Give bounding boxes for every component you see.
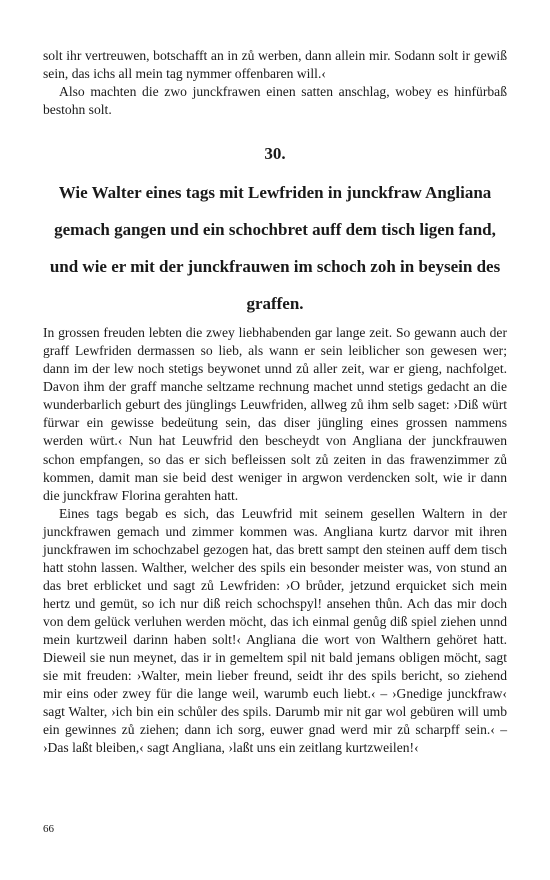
page-content <box>43 47 507 757</box>
chapter-title: Wie Walter eines tags mit Lewfriden in junckfraw Angliana gemach gangen und ein schochbret auff dem tisch ligen fand, und wie er mit der junckfrauwen im schoch zoh in beysein des graffen. <box>49 183 501 314</box>
paragraph: Also machten die zwo junckfrawen einen satten anschlag, wobey es hinfürbaß bestohn solt. <box>43 84 507 118</box>
paragraph: Eines tags begab es sich, das Leuwfrid mit seinem gesellen Waltern in der junckfrawen gemach und zimmer kommen was. Angliana kurtz darvor mit ihren junckfrawen im schochzabel gezogen hat, das brett sampt den steinen auff dem tisch hatt stohn lassen. Walther, welcher des spils ein besonder meister was, von stund an das bret erblicket und sagt zů Lewfriden: ›O brůder, jetzund erquicket sich mein hertz und gemüt, so ich nur diß reich schochspyl! ansehen thůn. Ach das mir doch von dem gelück verluhen werden möcht, das ich einmal genůg diß spiel ziehen unnd mein kurtzweil darinn haben solt!‹ Angliana die wort von Walthern gehöret hatt. Dieweil sie nun meynet, das ir in gemeltem spil nit bald jemans obligen möcht, sagt sie mit freuden: ›Walter, mein lieber freund, seidt ihr des spils bericht, so ziehend mir eins oder zwey für die lange weil, warumb euch liebt.‹ – ›Gnedige junckfraw‹ sagt Walter, ›ich bin ein schůler des spils. Darumb mir nit gar wol gebüren will umb ein gewinnes zů ziehen; dann ich sorg, euwer gnad werd mir zů scharpff sein.‹ – ›Das laßt bleiben,‹ sagt Angliana, ›laßt uns ein zeitlang kurtzweilen!‹ <box>43 505 507 756</box>
page-number: 66 <box>43 823 54 835</box>
paragraph: In grossen freuden lebten die zwey liebhabenden gar lange zeit. So gewann auch der graff Lewfriden dermassen so lieb, als wann er sein leiblicher son gewesen wer; dann im der lew noch stetigs beywonet unnd zů aller zeit, war er gieng, nachfolget. Davon ihm der graff manche seltzame rechnung machet unnd stetigs gedacht an die wunderbarlich geburt des jünglings Leuwfriden, allweg zů ihm selb saget: ›Diß würt fürwar ein gewisse bedeütung sein, das diser jüngling eines grossen nammens werden würt.‹ Nun hat Leuwfrid den bescheydt von Angliana der junckfrauwen schon empfangen, so das er sich befleissen solt zů zeiten in das frawenzimmer zů kommen, damit man sie beid dest weniger in argwon verdencken solt, wie ir dann die junckfraw Florina gerahten hatt. <box>43 325 507 503</box>
paragraph-continued: solt ihr vertreuwen, botschafft an in zů werben, dann allein mir. Sodann solt ir gewiß sein, das ichs all mein tag nymmer offenbaren will.‹ <box>43 48 507 82</box>
chapter-number: 30. <box>264 144 286 164</box>
